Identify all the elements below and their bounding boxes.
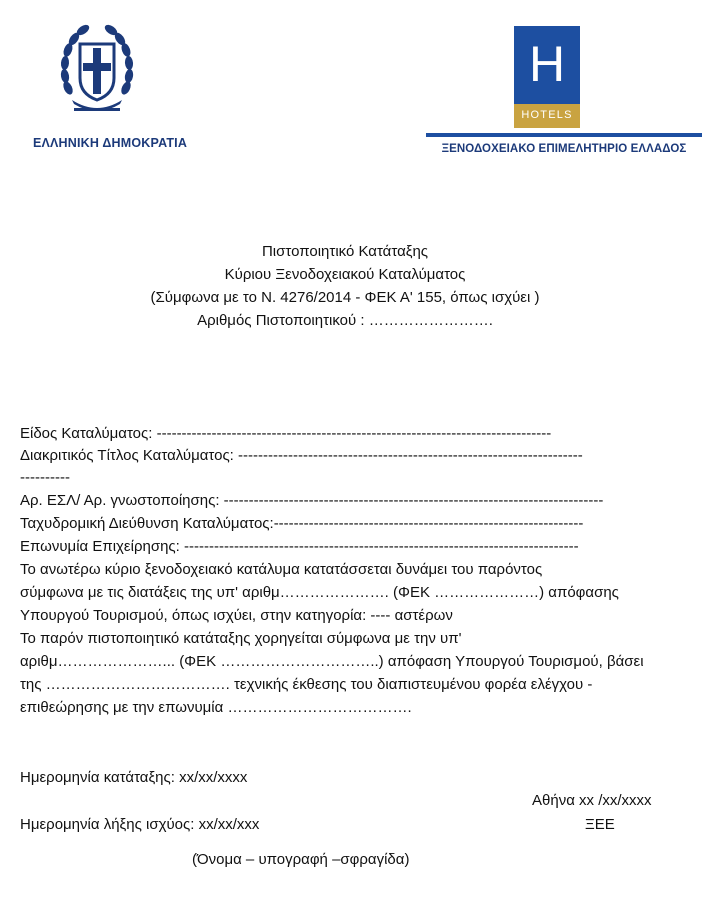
- issuer-label: ΞΕΕ: [585, 816, 615, 833]
- hotel-chamber-label: ΞΕΝΟΔΟΧΕΙΑΚΟ ΕΠΙΜΕΛΗΤΗΡΙΟ ΕΛΛΑΔΟΣ: [441, 143, 687, 155]
- certificate-title: Πιστοποιητικό Κατάταξης: [261, 243, 429, 260]
- place-and-date: Αθήνα xx /xx/xxxx: [532, 792, 652, 809]
- chamber-divider: [426, 133, 702, 137]
- law-reference: (Σύμφωνα με το Ν. 4276/2014 - ΦΕΚ Α' 155, όπως ισχύει ): [150, 289, 540, 306]
- paragraph-line: Το παρόν πιστοποιητικό κατάταξης χορηγείται σύμφωνα με την υπ': [20, 630, 462, 647]
- paragraph-line: σύμφωνα με τις διατάξεις της υπ' αριθμ…………………. (ΦΕΚ …………………) απόφασης: [20, 584, 619, 601]
- classification-date: Ημερομηνία κατάταξης: xx/xx/xxxx: [20, 769, 248, 786]
- hotels-logo-subtitle: HOTELS: [521, 109, 573, 121]
- hotels-logo-letter: H: [528, 36, 566, 92]
- distinctive-title-field: Διακριτικός Τίτλος Καταλύματος: ---------------------------------------------------------------------: [20, 447, 583, 464]
- paragraph-line: Το ανωτέρω κύριο ξενοδοχειακό κατάλυμα κατατάσσεται δυνάμει του παρόντος: [20, 561, 543, 578]
- certificate-number: Αριθμός Πιστοποιητικού : …………………….: [197, 312, 493, 329]
- paragraph-line: της ………………………………. τεχνικής έκθεσης του διαπιστευμένου φορέα ελέγχου -: [20, 676, 593, 693]
- hotels-chamber-logo: [514, 26, 580, 128]
- greek-republic-label: ΕΛΛΗΝΙΚΗ ΔΗΜΟΚΡΑΤΙΑ: [32, 136, 188, 150]
- paragraph-line: Υπουργού Τουρισμού, όπως ισχύει, στην κατηγορία: ---- αστέρων: [20, 607, 453, 624]
- paragraph-line: αριθμ…………………... (ΦΕΚ …………………………..) απόφαση Υπουργού Τουρισμού, βάσει: [20, 653, 644, 670]
- postal-address-field: Ταχυδρομική Διεύθυνση Καταλύματος:--------------------------------------------------------------: [20, 515, 584, 532]
- expiry-date: Ημερομηνία λήξης ισχύος: xx/xx/xxx: [20, 816, 260, 833]
- accommodation-type-field: Είδος Καταλύματος: -------------------------------------------------------------------------------: [20, 425, 552, 442]
- paragraph-line: επιθεώρησης με την επωνυμία ……………………………….: [20, 699, 412, 716]
- registration-number-field: Αρ. ΕΣΛ/ Αρ. γνωστοποίησης: ----------------------------------------------------------------------------: [20, 492, 604, 509]
- certificate-subtitle: Κύριου Ξενοδοχειακού Καταλύματος: [224, 266, 466, 283]
- business-name-field: Επωνυμία Επιχείρησης: -------------------------------------------------------------------------------: [20, 538, 579, 555]
- distinctive-title-continuation: ----------: [20, 469, 70, 486]
- signature-line: (Όνομα – υπογραφή –σφραγίδα): [192, 851, 410, 868]
- greek-emblem-logo: [58, 18, 136, 122]
